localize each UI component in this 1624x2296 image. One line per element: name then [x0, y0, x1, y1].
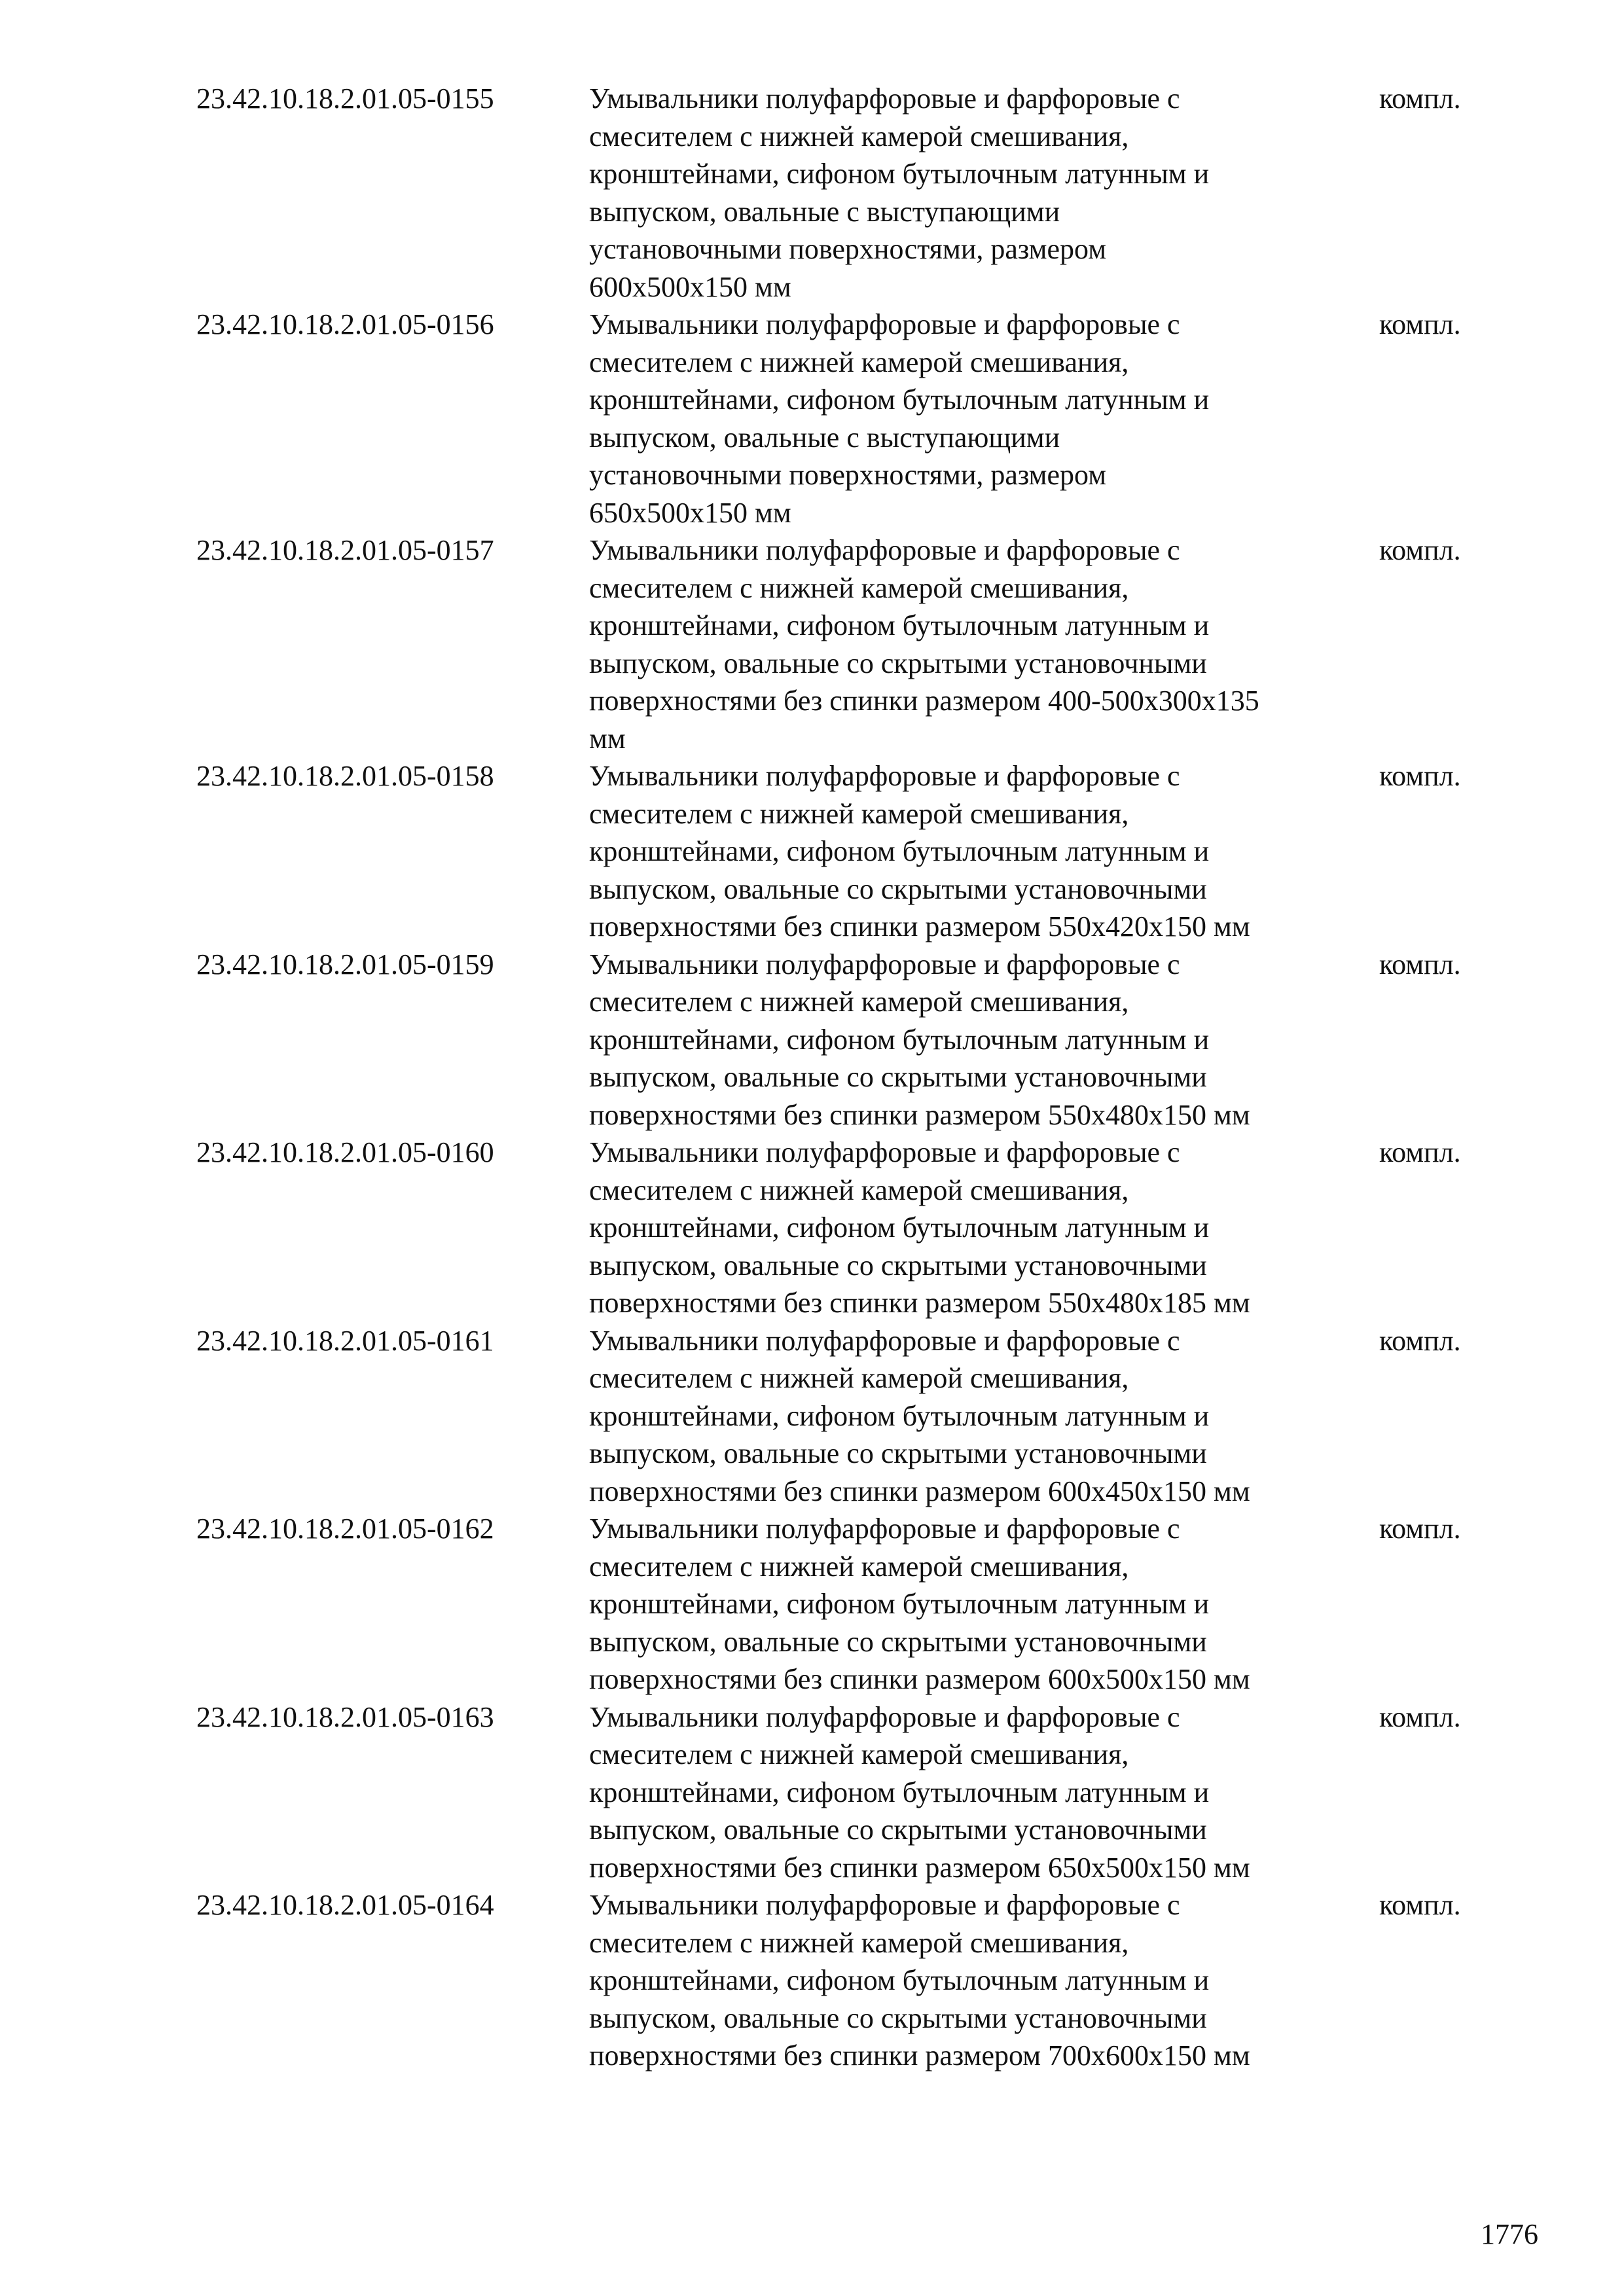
page-number: 1776 [1481, 2218, 1538, 2250]
unit-of-measure: компл. [1379, 948, 1461, 980]
resource-code: 23.42.10.18.2.01.05-0157 [196, 534, 494, 566]
resource-description: Умывальники полуфарфоровые и фарфоровые с смесителем с нижней камерой смешивания, кронштейнами, сифоном бутылочным латунным и выпуском, овальные со скрытыми установочными поверхностями без спинки размером 550х420х150 мм [589, 760, 1250, 942]
resource-description: Умывальники полуфарфоровые и фарфоровые с смесителем с нижней камерой смешивания, кронштейнами, сифоном бутылочным латунным и выпуском, овальные со скрытыми установочными поверхностями без спинки размером 400-500х300х135 мм [589, 534, 1259, 755]
resource-code: 23.42.10.18.2.01.05-0156 [196, 308, 494, 340]
resource-code: 23.42.10.18.2.01.05-0160 [196, 1136, 494, 1168]
resource-code: 23.42.10.18.2.01.05-0162 [196, 1513, 494, 1545]
table-row [196, 757, 1492, 946]
resource-description: Умывальники полуфарфоровые и фарфоровые с смесителем с нижней камерой смешивания, кронштейнами, сифоном бутылочным латунным и выпуском, овальные со скрытыми установочными поверхностями без спинки размером 700х600х150 мм [589, 1889, 1250, 2072]
resource-code: 23.42.10.18.2.01.05-0163 [196, 1700, 494, 1733]
unit-of-measure: компл. [1379, 1136, 1461, 1168]
unit-of-measure: компл. [1379, 1700, 1461, 1733]
table-row [196, 531, 1492, 757]
price-list-table [196, 80, 1492, 2075]
unit-of-measure: компл. [1379, 82, 1461, 115]
table-row [196, 80, 1492, 306]
resource-description: Умывальники полуфарфоровые и фарфоровые с смесителем с нижней камерой смешивания, кронштейнами, сифоном бутылочным латунным и выпуском, овальные с выступающими установочными поверхностями, размером 650х500х150 мм [589, 308, 1210, 529]
table-row [196, 1322, 1492, 1511]
table-row [196, 946, 1492, 1134]
resource-code: 23.42.10.18.2.01.05-0158 [196, 760, 494, 792]
resource-code: 23.42.10.18.2.01.05-0164 [196, 1889, 494, 1921]
unit-of-measure: компл. [1379, 1889, 1461, 1921]
resource-code: 23.42.10.18.2.01.05-0155 [196, 82, 494, 115]
unit-of-measure: компл. [1379, 1513, 1461, 1545]
resource-code: 23.42.10.18.2.01.05-0159 [196, 948, 494, 980]
resource-description: Умывальники полуфарфоровые и фарфоровые с смесителем с нижней камерой смешивания, кронштейнами, сифоном бутылочным латунным и выпуском, овальные со скрытыми установочными поверхностями без спинки размером 550х480х185 мм [589, 1136, 1250, 1319]
resource-description: Умывальники полуфарфоровые и фарфоровые с смесителем с нижней камерой смешивания, кронштейнами, сифоном бутылочным латунным и выпуском, овальные со скрытыми установочными поверхностями без спинки размером 650х500х150 мм [589, 1700, 1250, 1884]
unit-of-measure: компл. [1379, 760, 1461, 792]
resource-description: Умывальники полуфарфоровые и фарфоровые с смесителем с нижней камерой смешивания, кронштейнами, сифоном бутылочным латунным и выпуском, овальные с выступающими установочными поверхностями, размером 600х500х150 мм [589, 82, 1210, 303]
resource-description: Умывальники полуфарфоровые и фарфоровые с смесителем с нижней камерой смешивания, кронштейнами, сифоном бутылочным латунным и выпуском, овальные со скрытыми установочными поверхностями без спинки размером 550х480х150 мм [589, 948, 1250, 1131]
unit-of-measure: компл. [1379, 534, 1461, 566]
unit-of-measure: компл. [1379, 1324, 1461, 1357]
resource-code: 23.42.10.18.2.01.05-0161 [196, 1324, 494, 1357]
resource-description: Умывальники полуфарфоровые и фарфоровые с смесителем с нижней камерой смешивания, кронштейнами, сифоном бутылочным латунным и выпуском, овальные со скрытыми установочными поверхностями без спинки размером 600х500х150 мм [589, 1513, 1250, 1695]
table-row [196, 1134, 1492, 1322]
resource-description: Умывальники полуфарфоровые и фарфоровые с смесителем с нижней камерой смешивания, кронштейнами, сифоном бутылочным латунным и выпуском, овальные со скрытыми установочными поверхностями без спинки размером 600х450х150 мм [589, 1324, 1250, 1507]
table-row [196, 306, 1492, 531]
unit-of-measure: компл. [1379, 308, 1461, 340]
table-row [196, 1698, 1492, 1887]
table-row [196, 1510, 1492, 1698]
table-row [196, 1886, 1492, 2075]
